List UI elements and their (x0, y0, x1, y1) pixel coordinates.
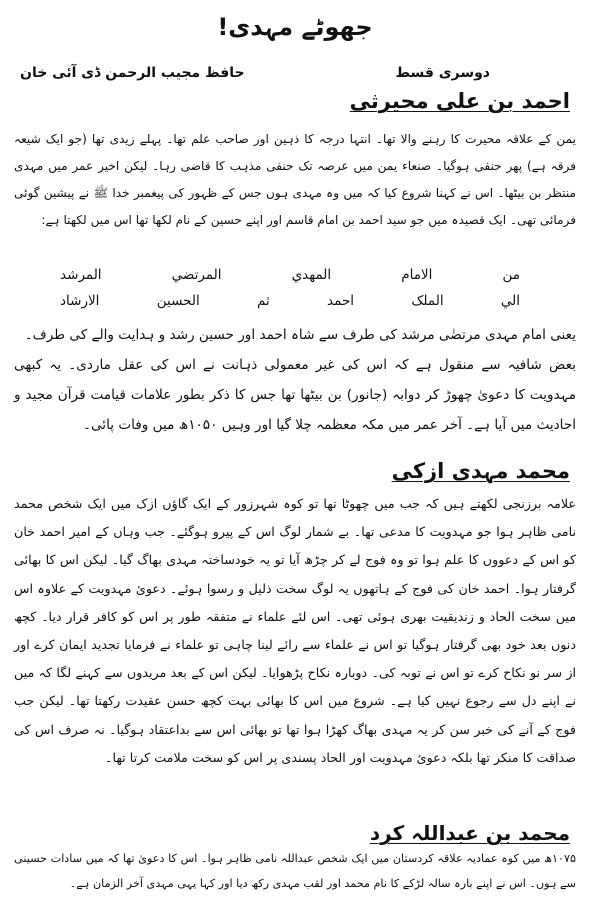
verse-word: الملک (411, 293, 444, 309)
verse-word: الارشاد (60, 293, 100, 309)
paragraph-verse-translation: یعنی امام مہدی مرتضٰی مرشد کی طرف سے شاہ احمد اور حسین رشد و ہدایت والے کی طرف۔ (24, 327, 576, 343)
verse-word: ثم (257, 293, 270, 309)
section-heading-ahmad-bin-ali: احمد بن علی محیرثی (349, 89, 570, 113)
author-name: حافظ مجیب الرحمن ڈی آئی خان (20, 65, 245, 81)
section-heading-muhammad-kurd: محمد بن عبداللہ کرد (369, 821, 570, 845)
verse-word: المهدي (291, 267, 332, 283)
verse-word: الحسين (156, 293, 200, 309)
arabic-verse (60, 262, 520, 316)
paragraph-azki: علامہ برزنجی لکھتے ہیں کہ جب میں چھوٹا تھا تو کوہ شہرزور کے ایک گاؤں ازک میں ایک شخص محمد نامی ظاہر ہوا جو مہدویت کا مدعی تھا۔ بے شمار لوگ اس کے پیرو ہوگئے۔ جب وہاں کے امیر احمد خان کو اس کے دعووں کا علم ہوا تو وہ فوج لے کر چڑھ آیا تو یہ خودساختہ مہدی بھاگ گیا۔ لیکن اس کا بھائی گرفتار ہوا۔ احمد خان کی فوج کے ہاتھوں یہ لوگ سخت ذلیل و رسوا ہوئے۔ دعوئ مہدویت کے علاوہ اس میں سخت الحاد و زندیقیت بھری ہوئی تھی۔ اس لئے علماء نے متفقہ طور پر اس کو کافر قرار دیا۔ کچھ دنوں بعد خود بھی گرفتار ہوگیا تو اس نے علماء سے رائے لینا چاہی تو علماء نے فرمایا تجدید ایمان کرے اور از سر نو نکاح کرے تو اس نے توبہ کی۔ دوبارہ نکاح پڑھوایا۔ لیکن اس کے بعد مریدوں سے کہنے لگا کہ میں نے اپنے دل سے رجوع نہیں کیا ہے۔ شروع میں اس کا بھائی بہت کچھ حسن عقیدت رکھتا تھا۔ لیکن جب فوج کے آنے کی خبر سن کر یہ مہدی بھاگ کھڑا ہوا تھا تو بھائی اس سے بداعتقاد ہوگیا۔ نہ صرف اس کی صداقت کا منکر تھا بلکہ دعوئ مہدویت اور الحاد پسندی پر اس کو سخت ملامت کرتا تھا۔ (14, 496, 576, 765)
verse-word: الي (500, 293, 520, 309)
paragraph-kurd: ۱۰۷۵ھ میں کوہ عمادیہ علاقہ کردستان میں ایک شخص عبداللہ نامی ظاہر ہوا۔ اس کا دعویٰ تھا کہ میں سادات حسینی سے ہوں۔ اس نے اپنے بارہ سالہ لڑکے کا نام محمد اور لقب مہدی رکھ دیا اور کہا یہی مہدی آخر الزمان ہے۔ (14, 852, 576, 891)
paragraph-ahmad-intro: یمن کے علاقہ محیرت کا رہنے والا تھا۔ انتہا درجہ کا ذہین اور صاحب علم تھا۔ پہلے زیدی تھا (جو ایک شیعہ فرقہ ہے) پھر حنفی ہوگیا۔ صنعاء یمن میں عرصہ تک حنفی مذہب کا قاضی رہا۔ لیکن اخیر عمر میں مہدی منتظر بن بیٹھا۔ اس نے کہنا شروع کیا کہ میں وہ مہدی ہوں جس کے ظہور کی پیغمبر خدا ﷺ نے پیشین گوئی فرمائی تھی۔ ایک قصیدہ میں جو سید احمد بن امام قاسم اور اپنے حسین کے نام لکھا تھا اس میں لکھتا ہے: (14, 132, 576, 227)
verse-word: من (502, 267, 520, 283)
section-heading-muhammad-azki: محمد مہدی ازکی (391, 459, 570, 483)
verse-line-2 (60, 288, 520, 314)
verse-word: احمد (327, 293, 355, 309)
byline (20, 62, 570, 84)
paragraph-ahmad-death: بعض شافیہ سے منقول ہے کہ اس کی غیر معمولی ذہانت نے اس کی عقل ماردی۔ یہ کبھی مہدویت کا دعویٰ چھوڑ کر دوابہ (جانور) بن بیٹھا تھا جس کا ذکر بطور علامات قیامت قرآن مجید و احادیث میں آیا ہے۔ آخر عمر میں مکہ معظمہ چلا گیا اور وہیں ۱۰۵۰ھ میں وفات پائی۔ (14, 357, 576, 433)
verse-word: المرشد (60, 267, 102, 283)
verse-word: المرتضي (171, 267, 222, 283)
verse-word: الامام (401, 267, 433, 283)
verse-line-1 (60, 262, 520, 288)
page-title: جھوٹے مہدی! (217, 13, 373, 41)
installment-label: دوسری قسط (395, 65, 490, 81)
